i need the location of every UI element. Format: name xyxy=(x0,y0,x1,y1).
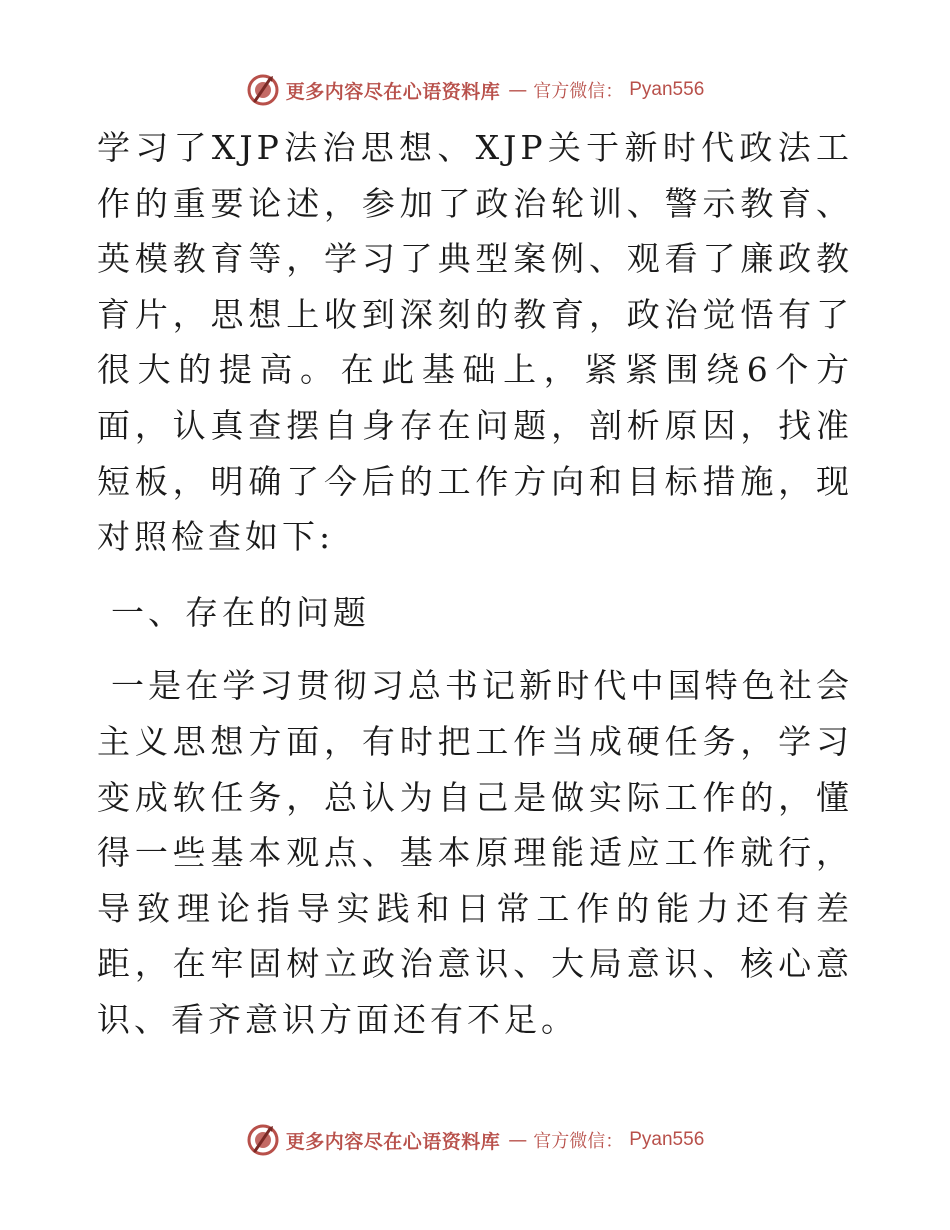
watermark-id-text: Pyan556 xyxy=(629,1129,705,1150)
watermark-dash: — xyxy=(508,1129,528,1151)
watermark-sub-text: 官方微信： xyxy=(533,81,624,102)
header-watermark xyxy=(0,70,950,110)
watermark-sub-text: 官方微信： xyxy=(533,1131,624,1152)
footer-watermark xyxy=(0,1120,950,1160)
section-heading: 一、存在的问题 xyxy=(111,592,370,632)
document-body xyxy=(97,120,853,1048)
watermark-main-text: 更多内容尽在心语资料库 xyxy=(285,80,501,103)
watermark-dash: — xyxy=(508,79,528,101)
watermark-main-text: 更多内容尽在心语资料库 xyxy=(285,1130,501,1153)
stamp-logo-icon xyxy=(246,73,280,107)
stamp-logo-icon xyxy=(246,1123,280,1157)
section-body-paragraph: 一是在学习贯彻习总书记新时代中国特色社会主义思想方面，有时把工作当成硬任务，学习变成软任务，总认为自己是做实际工作的，懂得一些基本观点、基本原理能适应工作就行，导致理论指导实践和日常工作的能力还有差距，在牢固树立政治意识、大局意识、核心意识、看齐意识方面还有不足。 xyxy=(97,666,853,1039)
watermark-id-text: Pyan556 xyxy=(629,79,705,100)
intro-paragraph: 学习了XJP法治思想、XJP关于新时代政法工作的重要论述，参加了政治轮训、警示教育、英模教育等，学习了典型案例、观看了廉政教育片，思想上收到深刻的教育，政治觉悟有了很大的提高。在此基础上，紧紧围绕6个方面，认真查摆自身存在问题，剖析原因，找准短板，明确了今后的工作方向和目标措施，现对照检查如下: xyxy=(97,128,853,557)
